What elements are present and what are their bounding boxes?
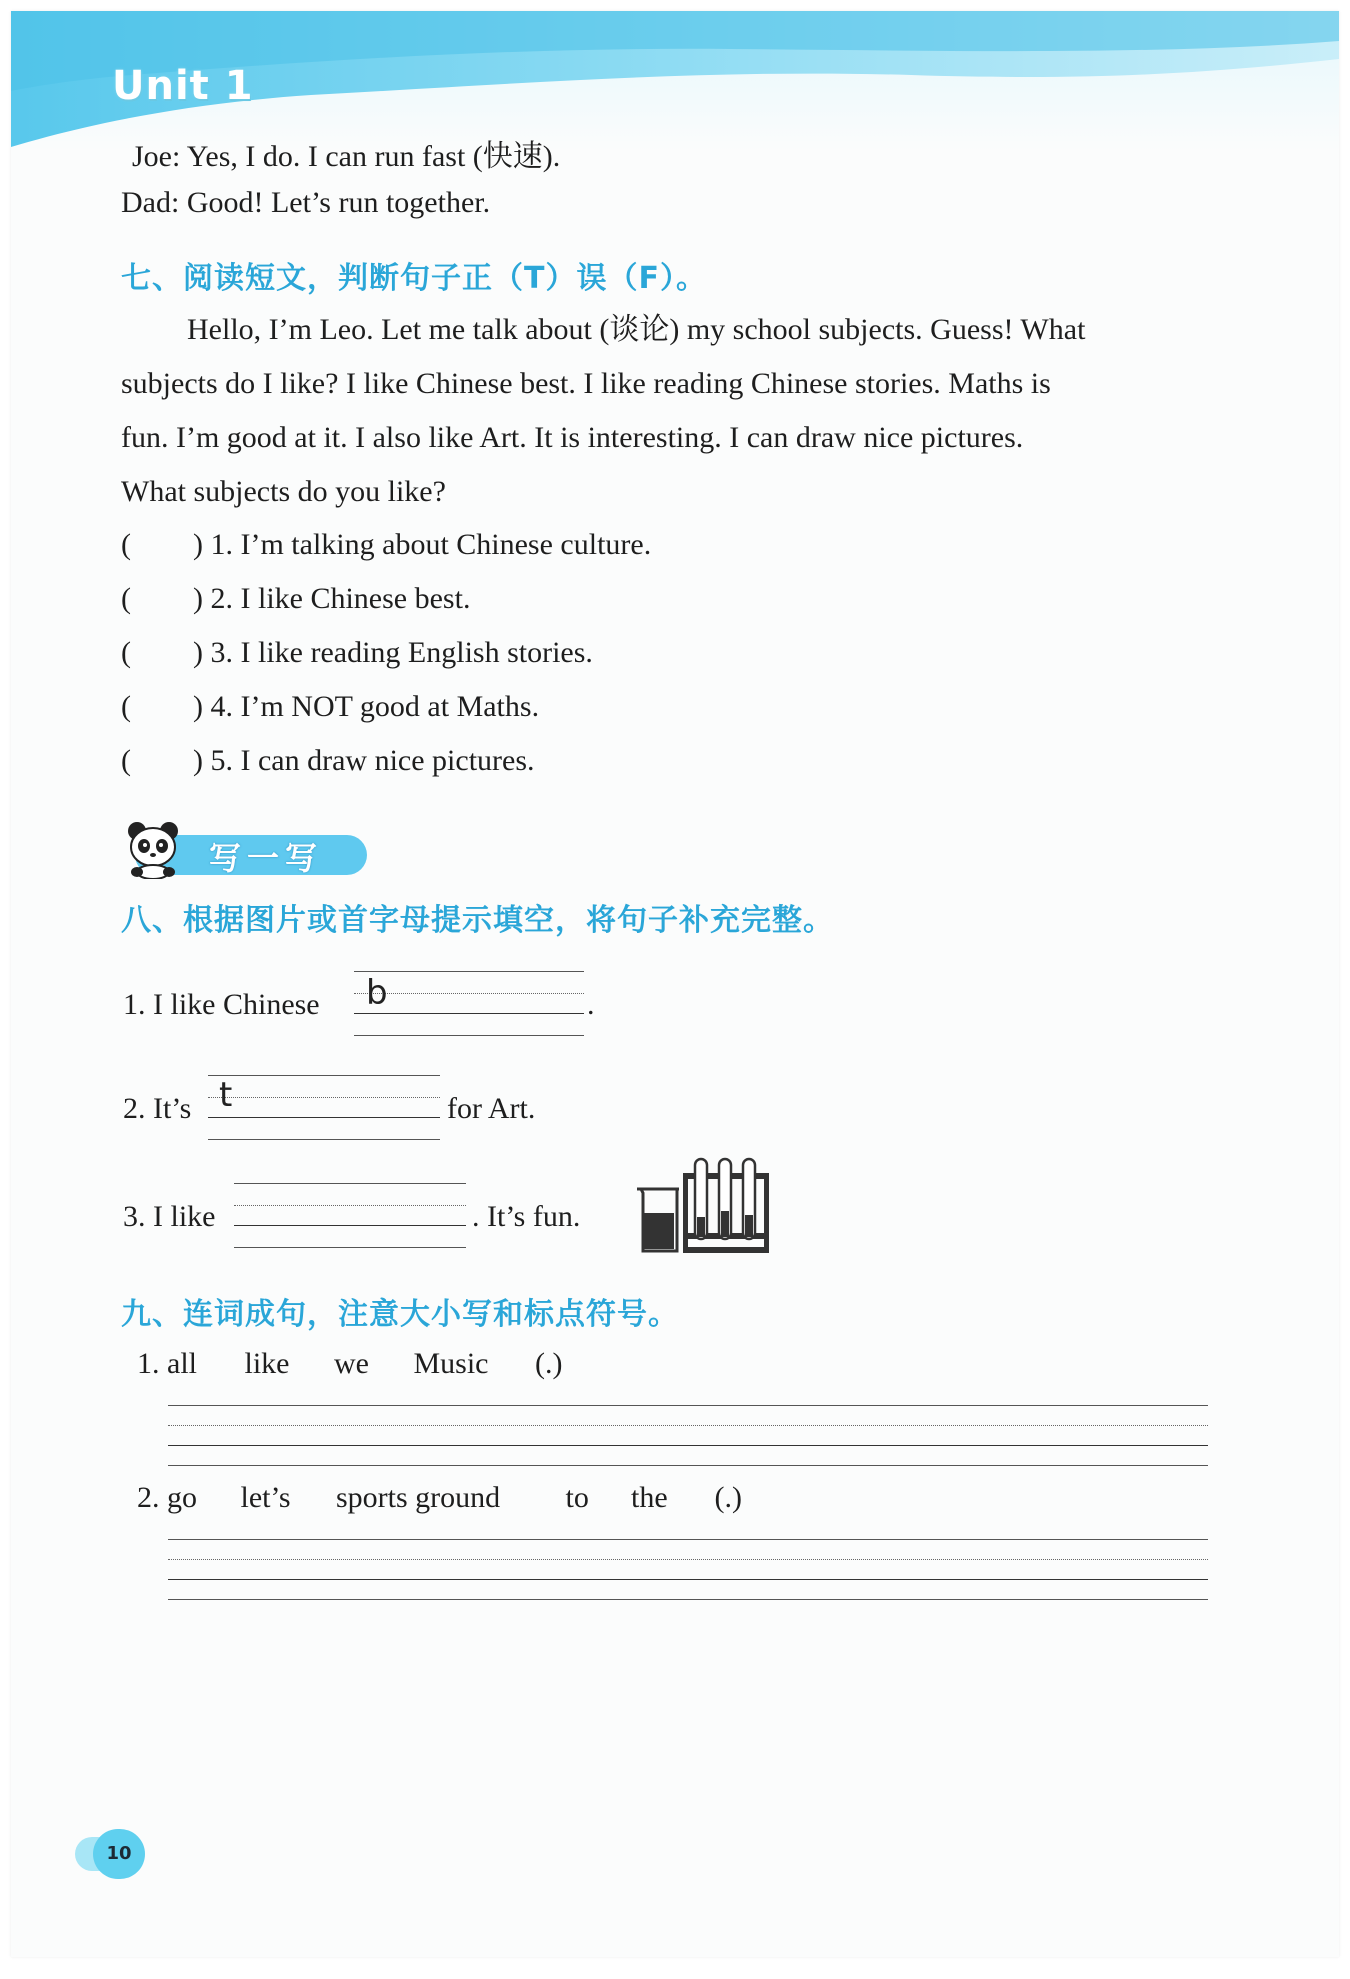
passage-line: subjects do I like? I like Chinese best. I like reading Chinese stories. Maths is (121, 367, 1051, 400)
tf-item-text: ) 1. I’m talking about Chinese culture. (193, 528, 652, 561)
guide-line-base (168, 1579, 1208, 1580)
guide-line-dotted (234, 1205, 466, 1206)
answer-blank[interactable]: ( (121, 690, 131, 723)
tf-item-3 (121, 633, 593, 673)
panda-icon (123, 819, 187, 879)
tf-item-text: ) 2. I like Chinese best. (193, 582, 471, 615)
guide-line-dotted (168, 1425, 1208, 1426)
passage-line: fun. I’m good at it. I also like Art. It is interesting. I can draw nice pictures. (121, 421, 1024, 454)
unit-label: Unit 1 (112, 63, 254, 109)
fill-q1-prefix: 1. I like Chinese (123, 988, 320, 1021)
guide-line-bottom (208, 1139, 440, 1140)
guide-line-base (354, 1013, 584, 1014)
guide-line-top (168, 1405, 1208, 1406)
guide-line-dotted (168, 1559, 1208, 1560)
write-section-badge (123, 819, 367, 877)
fill-q3-suffix: . It’s fun. (472, 1200, 581, 1233)
guide-line-top (354, 971, 584, 972)
speaker-dad: Dad: (121, 186, 180, 219)
guide-line-base (208, 1117, 440, 1118)
page-number: 10 (93, 1829, 145, 1879)
word: to (565, 1481, 589, 1514)
tf-item-text: ) 4. I’m NOT good at Maths. (193, 690, 540, 723)
guide-line-bottom (234, 1247, 466, 1248)
dialogue-line-dad (121, 183, 490, 223)
answer-blank[interactable]: ( (121, 744, 131, 777)
guide-line-dotted (208, 1097, 440, 1098)
guide-line-base (234, 1225, 466, 1226)
tf-item-text: ) 5. I can draw nice pictures. (193, 744, 535, 777)
word: like (244, 1347, 290, 1380)
guide-line-dotted (354, 993, 584, 994)
word: 2. go (137, 1481, 197, 1514)
word: let’s (240, 1481, 291, 1514)
reading-passage (121, 303, 1221, 519)
dialogue-text-joe: Yes, I do. I can run fast (快速). (186, 140, 561, 173)
section8-heading: 八、根据图片或首字母提示填空，将句子补充完整。 (121, 903, 834, 938)
scrambled-words-q2 (137, 1481, 742, 1515)
passage-line: Hello, I’m Leo. Let me talk about (谈论) my school subjects. Guess! What (187, 313, 1086, 346)
fill-q3-prefix: 3. I like (123, 1200, 216, 1233)
tf-item-2 (121, 579, 470, 619)
page-number-badge (75, 1829, 171, 1879)
fill-q2-suffix: for Art. (447, 1092, 536, 1125)
passage-line: What subjects do you like? (121, 475, 446, 508)
answer-blank[interactable]: ( (121, 582, 131, 615)
word: (.) (535, 1347, 563, 1380)
guide-line-top (234, 1183, 466, 1184)
answer-blank[interactable]: ( (121, 528, 131, 561)
fill-q1-suffix: . (587, 988, 595, 1021)
answer-blank[interactable]: ( (121, 636, 131, 669)
worksheet-page (11, 11, 1339, 1957)
section9-heading: 九、连词成句，注意大小写和标点符号。 (121, 1297, 679, 1332)
word: Music (413, 1347, 489, 1380)
guide-line-base (168, 1445, 1208, 1446)
section7-heading: 七、阅读短文，判断句子正（T）误（F）。 (121, 261, 707, 296)
dialogue-line-joe (132, 137, 560, 177)
first-letter-hint: b (366, 973, 388, 1013)
scrambled-words-q1 (137, 1347, 562, 1381)
fill-q2-prefix: 2. It’s (123, 1092, 192, 1125)
guide-line-top (168, 1539, 1208, 1540)
science-test-tubes-icon (635, 1147, 775, 1257)
word: the (631, 1481, 668, 1514)
tf-item-1 (121, 525, 651, 565)
dialogue-text-dad: Good! Let’s run together. (186, 186, 491, 219)
tf-item-4 (121, 687, 539, 727)
tf-item-text: ) 3. I like reading English stories. (193, 636, 593, 669)
guide-line-bottom (168, 1599, 1208, 1600)
word: sports ground (336, 1481, 501, 1514)
word: (.) (714, 1481, 742, 1514)
guide-line-bottom (354, 1035, 584, 1036)
guide-line-bottom (168, 1465, 1208, 1466)
badge-label: 写一写 (209, 839, 324, 877)
first-letter-hint: t (219, 1075, 233, 1115)
guide-line-top (208, 1075, 440, 1076)
word: 1. all (137, 1347, 197, 1380)
speaker-joe: Joe: (132, 140, 181, 173)
tf-item-5 (121, 741, 535, 781)
word: we (334, 1347, 369, 1380)
